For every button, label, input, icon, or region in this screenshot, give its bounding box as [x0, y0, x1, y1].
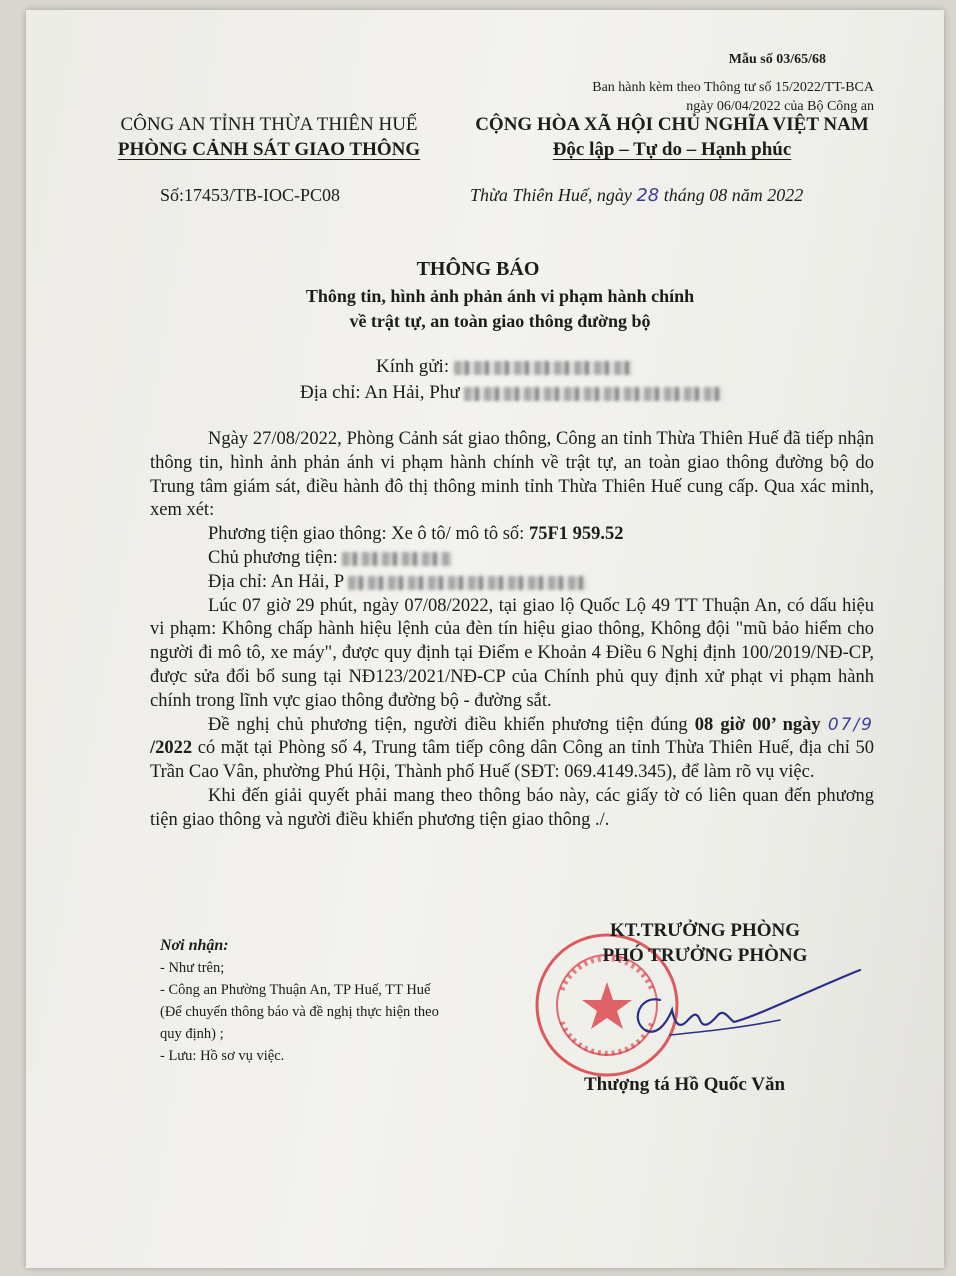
issued-note	[592, 78, 874, 116]
recipient-address-label: Địa chỉ: An Hải, Phư	[300, 382, 460, 403]
document-title: THÔNG BÁO	[416, 258, 540, 280]
document-number: Số:17453/TB-IOC-PC08	[160, 185, 341, 205]
place-date-day: 28	[636, 185, 660, 206]
paragraph-violation: Lúc 07 giờ 29 phút, ngày 07/08/2022, tại giao lộ Quốc Lộ 49 TT Thuận An, có dấu hiệu vi phạm: Không chấp hành hiệu lệnh của đèn tín hiệu giao thông, Không đội "mũ bảo hiểm cho người đi mô tô, xe máy", được quy định tại Điểm e Khoản 4 Điều 6 Nghị định 100/2019/NĐ-CP, được sửa đổi bổ sung tại NĐ123/2021/NĐ-CP của Chính phủ quy định xử phạt vi phạm hành chính trong lĩnh vực giao thông đường bộ - đường sắt.	[150, 595, 874, 711]
form-number: Mẫu số 03/65/68	[728, 52, 826, 67]
owner-address-line	[150, 571, 874, 595]
recipient-address-line	[300, 382, 724, 404]
redacted-owner	[342, 552, 452, 566]
paragraph-summons	[150, 714, 874, 785]
recipients-item: - Công an Phường Thuận An, TP Huế, TT Huế	[160, 982, 431, 998]
agency-header	[96, 112, 442, 162]
recipients-block	[160, 935, 439, 1067]
place-date-prefix: Thừa Thiên Huế, ngày	[470, 185, 637, 205]
issued-line-1: Ban hành kèm theo Thông tư số 15/2022/TT-BCA	[592, 80, 874, 95]
recipient-label: Kính gửi:	[376, 356, 450, 377]
country-name: CỘNG HÒA XÃ HỘI CHỦ NGHĨA VIỆT NAM	[475, 114, 869, 135]
national-header	[442, 112, 902, 162]
owner-address-label: Địa chỉ: An Hải, P	[208, 571, 344, 592]
recipients-item: - Lưu: Hồ sơ vụ việc.	[160, 1048, 285, 1064]
document-body	[150, 428, 874, 833]
redacted-address	[464, 387, 724, 401]
summons-start: Đề nghị chủ phương tiện, người điều khiển phương tiện đúng	[208, 714, 695, 735]
signature-title: KT.TRƯỞNG PHÒNG	[610, 920, 800, 941]
handwritten-signature-icon	[600, 960, 900, 1070]
summons-rest: có mặt tại Phòng số 4, Trung tâm tiếp công dân Công an tỉnh Thừa Thiên Huế, địa chỉ 50 Trần Cao Vân, phường Phú Hội, Thành phố Huế (SĐT: 069.4149.345), để làm rõ vụ việc.	[150, 738, 874, 783]
subtitle-line-1: Thông tin, hình ảnh phản ánh vi phạm hành chính	[305, 286, 695, 306]
summons-year: /2022	[150, 738, 193, 759]
signer-name: Thượng tá Hồ Quốc Văn	[584, 1074, 786, 1095]
agency-parent: CÔNG AN TỈNH THỪA THIÊN HUẾ	[120, 114, 418, 135]
redacted-owner-address	[348, 576, 588, 590]
owner-line	[150, 547, 874, 571]
paragraph-documents: Khi đến giải quyết phải mang theo thông báo này, các giấy tờ có liên quan đến phương tiện giao thông và người điều khiển phương tiện giao thông ./.	[150, 785, 874, 830]
vehicle-line	[150, 523, 874, 547]
agency-name: PHÒNG CẢNH SÁT GIAO THÔNG	[117, 139, 421, 160]
recipients-item: quy định) ;	[160, 1026, 224, 1042]
vehicle-plate: 75F1 959.52	[528, 524, 624, 545]
national-motto: Độc lập – Tự do – Hạnh phúc	[552, 139, 792, 160]
place-date-suffix: tháng 08 năm 2022	[659, 185, 804, 205]
summons-time: 08 giờ 00’ ngày	[694, 714, 821, 735]
vehicle-label: Phương tiện giao thông: Xe ô tô/ mô tô số:	[208, 524, 529, 545]
handwritten-date: 07/9	[827, 714, 874, 735]
owner-label: Chủ phương tiện:	[208, 547, 338, 568]
subtitle-line-2: về trật tự, an toàn giao thông đường bộ	[349, 311, 651, 331]
recipient-line	[376, 356, 634, 378]
signature-subtitle: PHÓ TRƯỞNG PHÒNG	[602, 945, 808, 966]
recipients-item: - Như trên;	[160, 960, 225, 976]
recipients-title: Nơi nhận:	[160, 937, 229, 954]
paragraph-receipt: Ngày 27/08/2022, Phòng Cảnh sát giao thông, Công an tỉnh Thừa Thiên Huế đã tiếp nhận thông tin, hình ảnh phản ánh vi phạm hành chính về trật tự, an toàn giao thông đường bộ do Trung tâm giám sát, điều hành đô thị thông minh tỉnh Thừa Thiên Huế cung cấp. Qua xác minh, xem xét:	[150, 429, 874, 521]
recipients-item: (Để chuyển thông báo và đề nghị thực hiện theo	[160, 1004, 439, 1020]
place-date	[470, 185, 803, 206]
issued-line-2: ngày 06/04/2022 của Bộ Công an	[686, 99, 874, 114]
redacted-name	[454, 361, 634, 375]
document-subtitle	[0, 284, 956, 334]
